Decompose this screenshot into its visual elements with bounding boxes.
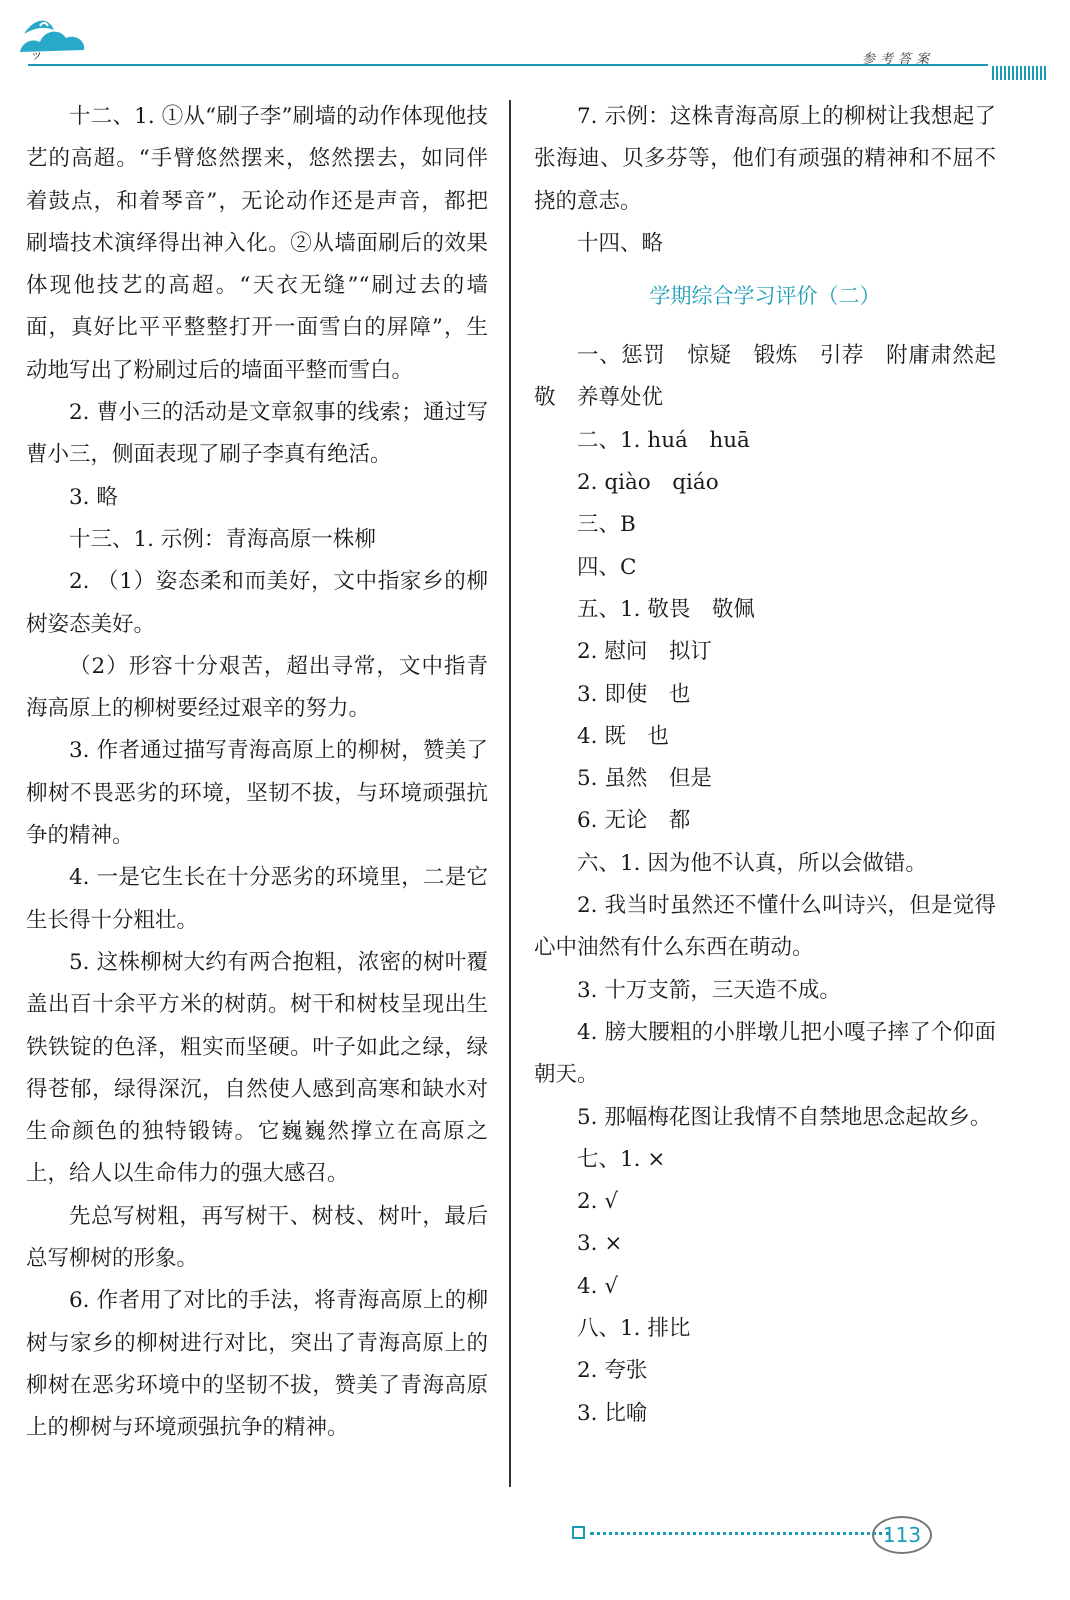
header-title: 参考答案 bbox=[862, 52, 935, 67]
answer-s7-4: 4. √ bbox=[577, 1273, 619, 1299]
footer-square-icon bbox=[572, 1526, 585, 1539]
header-rule bbox=[28, 64, 988, 66]
answer-s8-2: 2. 夸张 bbox=[577, 1358, 648, 1384]
answer-s6-5: 5. 那幅梅花图让我情不自禁地思念起故乡。 bbox=[577, 1104, 992, 1130]
answer-13-5-note: 先总写树粗，再写树干、树枝、树叶，最后总写柳树的形象。 bbox=[26, 1203, 488, 1272]
barcode-decoration bbox=[992, 66, 1046, 80]
answer-s4: 四、C bbox=[577, 554, 637, 580]
answer-s5-2: 2. 慰问 拟订 bbox=[577, 639, 712, 665]
answer-12-1: 十二、1. ①从“刷子李”刷墙的动作体现他技艺的高超。“手臂悠然摆来，悠然摆去，如同伴着鼓点，和着琴音”，无论动作还是声音，都把刷墙技术演绎得出神入化。②从墙面刷后的效果体现他技艺的高超。“天衣无缝”“刷过去的墙面，真好比平平整整打开一面雪白的屏障”，生动地写出了粉刷过后的墙面平整而雪白。 bbox=[26, 104, 488, 383]
answer-s5-6: 6. 无论 都 bbox=[577, 808, 691, 834]
answer-s6-3: 3. 十万支箭，三天造不成。 bbox=[577, 977, 841, 1003]
answer-13-3: 3. 作者通过描写青海高原上的柳树，赞美了柳树不畏恶劣的环境，坚韧不拔，与环境顽强抗争的精神。 bbox=[26, 738, 488, 849]
answer-13-2-2: （2）形容十分艰苦，超出寻常，文中指青海高原上的柳树要经过艰辛的努力。 bbox=[26, 653, 488, 722]
page-footer bbox=[572, 1516, 1042, 1576]
answer-13-1: 十三、1. 示例：青海高原一株柳 bbox=[69, 526, 376, 552]
answer-s5-4: 4. 既 也 bbox=[577, 723, 669, 749]
answer-s6-1: 六、1. 因为他不认真，所以会做错。 bbox=[577, 850, 927, 876]
answer-s5-3: 3. 即使 也 bbox=[577, 681, 691, 707]
answer-s3: 三、B bbox=[577, 512, 636, 538]
answer-s8-1: 八、1. 排比 bbox=[577, 1316, 691, 1342]
answer-14: 十四、略 bbox=[577, 230, 664, 256]
page-header bbox=[0, 0, 1070, 80]
answer-13-6: 6. 作者用了对比的手法，将青海高原上的柳树与家乡的柳树进行对比，突出了青海高原上的柳树在恶劣环境中的坚韧不拔，赞美了青海高原上的柳树与环境顽强抗争的精神。 bbox=[26, 1288, 488, 1441]
answer-s6-2: 2. 我当时虽然还不懂什么叫诗兴，但是觉得心中油然有什么东西在萌动。 bbox=[534, 893, 996, 961]
answer-s6-4: 4. 膀大腰粗的小胖墩儿把小嘎子摔了个仰面朝天。 bbox=[534, 1019, 996, 1088]
answer-s7-1: 七、1. × bbox=[577, 1146, 666, 1172]
answer-12-2: 2. 曹小三的活动是文章叙事的线索；通过写曹小三，侧面表现了刷子李真有绝活。 bbox=[26, 400, 488, 468]
answer-s7-2: 2. √ bbox=[577, 1189, 619, 1215]
answer-s8-3: 3. 比喻 bbox=[577, 1400, 648, 1426]
page-number: 113 bbox=[872, 1516, 932, 1554]
answer-13-5: 5. 这株柳树大约有两合抱粗，浓密的树叶覆盖出百十余平方米的树荫。树干和树枝呈现出生铁铁锭的色泽，粗实而坚硬。叶子如此之绿，绿得苍郁，绿得深沉，自然使人感到高寒和缺水对生命颜色的独特锻铸。它巍巍然撑立在高原之上，给人以生命伟力的强大感召。 bbox=[26, 949, 488, 1187]
answer-12-3: 3. 略 bbox=[69, 484, 118, 510]
answer-s2-1: 二、1. huá huā bbox=[577, 427, 750, 453]
answer-s1: 一、惩罚 惊疑 锻炼 引荐 附庸肃然起敬 养尊处优 bbox=[534, 343, 996, 411]
cloud-bird-logo bbox=[14, 12, 94, 70]
answer-s5-1: 五、1. 敬畏 敬佩 bbox=[577, 596, 755, 622]
answer-s5-5: 5. 虽然 但是 bbox=[577, 766, 712, 792]
answer-s2-2: 2. qiào qiáo bbox=[577, 470, 719, 496]
column-divider bbox=[509, 100, 511, 1487]
answer-s7-3: 3. × bbox=[577, 1231, 623, 1257]
answer-13-2-1: 2. （1）姿态柔和而美好，文中指家乡的柳树姿态美好。 bbox=[26, 569, 488, 637]
section-title: 学期综合学习评价（二） bbox=[649, 284, 881, 309]
right-column bbox=[534, 96, 996, 1435]
corner-mark: ッ bbox=[30, 48, 44, 63]
answer-13-7: 7. 示例：这株青海高原上的柳树让我想起了张海迪、贝多芬等，他们有顽强的精神和不屈不挠的意志。 bbox=[534, 104, 996, 214]
left-column bbox=[26, 96, 488, 1450]
answer-13-4: 4. 一是它生长在十分恶劣的环境里，二是它生长得十分粗壮。 bbox=[26, 865, 488, 933]
footer-dotted-rule bbox=[590, 1532, 890, 1535]
